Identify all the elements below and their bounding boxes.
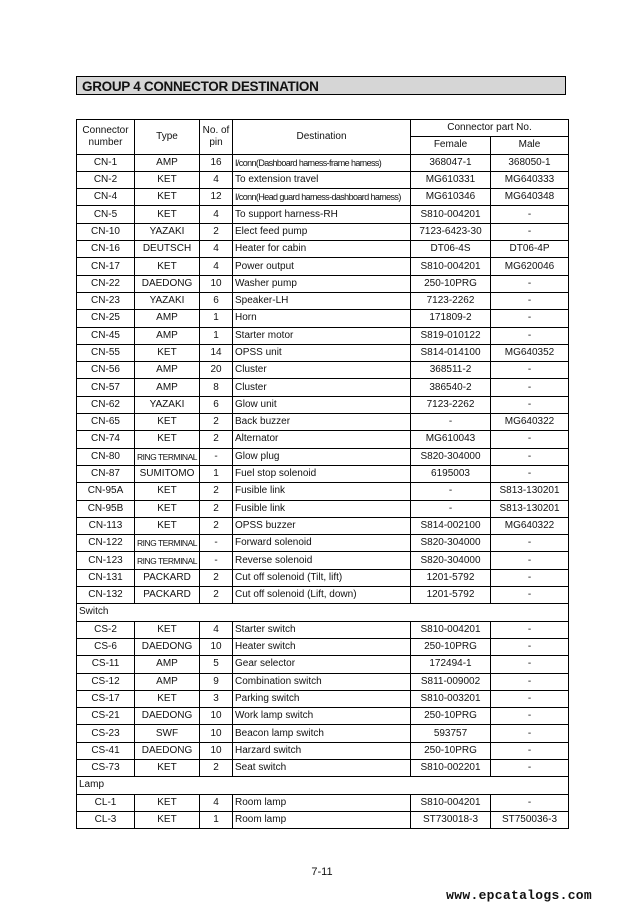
- table-row: [77, 310, 569, 327]
- table-row: [77, 223, 569, 240]
- cell-destination: Glow unit: [233, 396, 411, 413]
- cell-female-part: S810-004201: [411, 206, 491, 223]
- cell-female-part: -: [411, 414, 491, 431]
- cell-destination: To support harness-RH: [233, 206, 411, 223]
- cell-connector-number: CS-21: [77, 708, 135, 725]
- cell-connector-number: CS-41: [77, 742, 135, 759]
- header-part-no: Connector part No.: [411, 120, 569, 137]
- cell-destination: Cluster: [233, 362, 411, 379]
- cell-type: RING TERMINAL: [135, 535, 200, 552]
- cell-pin-count: 10: [200, 725, 233, 742]
- cell-connector-number: CN-123: [77, 552, 135, 569]
- cell-connector-number: CN-22: [77, 275, 135, 292]
- cell-type: DAEDONG: [135, 742, 200, 759]
- cell-pin-count: 6: [200, 396, 233, 413]
- cell-pin-count: 2: [200, 223, 233, 240]
- cell-female-part: -: [411, 483, 491, 500]
- cell-type: KET: [135, 794, 200, 811]
- cell-type: AMP: [135, 379, 200, 396]
- cell-male-part: MG640322: [491, 517, 569, 534]
- section-label: Lamp: [77, 777, 569, 794]
- cell-type: YAZAKI: [135, 223, 200, 240]
- cell-destination: OPSS unit: [233, 344, 411, 361]
- cell-pin-count: 2: [200, 500, 233, 517]
- cell-pin-count: -: [200, 535, 233, 552]
- cell-connector-number: CN-45: [77, 327, 135, 344]
- cell-pin-count: 9: [200, 673, 233, 690]
- cell-pin-count: 4: [200, 171, 233, 188]
- cell-male-part: -: [491, 431, 569, 448]
- cell-connector-number: CN-113: [77, 517, 135, 534]
- cell-female-part: S820-304000: [411, 552, 491, 569]
- table-row: [77, 535, 569, 552]
- cell-pin-count: 10: [200, 275, 233, 292]
- cell-destination: OPSS buzzer: [233, 517, 411, 534]
- cell-connector-number: CS-17: [77, 690, 135, 707]
- cell-female-part: 250-10PRG: [411, 742, 491, 759]
- cell-male-part: -: [491, 448, 569, 465]
- table-row: [77, 638, 569, 655]
- cell-female-part: 250-10PRG: [411, 638, 491, 655]
- cell-destination: Heater switch: [233, 638, 411, 655]
- cell-destination: Cluster: [233, 379, 411, 396]
- cell-type: DAEDONG: [135, 275, 200, 292]
- page-number: 7-11: [311, 866, 333, 878]
- section-row: [77, 777, 569, 794]
- cell-type: PACKARD: [135, 569, 200, 586]
- cell-connector-number: CS-11: [77, 656, 135, 673]
- cell-female-part: MG610346: [411, 189, 491, 206]
- cell-female-part: S811-009002: [411, 673, 491, 690]
- cell-destination: Beacon lamp switch: [233, 725, 411, 742]
- cell-pin-count: 2: [200, 414, 233, 431]
- table-row: [77, 794, 569, 811]
- cell-pin-count: 10: [200, 742, 233, 759]
- cell-destination: Alternator: [233, 431, 411, 448]
- cell-connector-number: CN-80: [77, 448, 135, 465]
- cell-type: RING TERMINAL: [135, 552, 200, 569]
- table-row: [77, 759, 569, 776]
- cell-destination: I/conn(Head guard harness-dashboard harness): [233, 189, 411, 206]
- cell-female-part: S814-014100: [411, 344, 491, 361]
- cell-female-part: MG610043: [411, 431, 491, 448]
- cell-destination: Washer pump: [233, 275, 411, 292]
- cell-female-part: S810-004201: [411, 621, 491, 638]
- cell-pin-count: 4: [200, 206, 233, 223]
- cell-type: AMP: [135, 154, 200, 171]
- cell-connector-number: CN-131: [77, 569, 135, 586]
- cell-connector-number: CN-95A: [77, 483, 135, 500]
- cell-male-part: -: [491, 742, 569, 759]
- cell-type: KET: [135, 500, 200, 517]
- cell-pin-count: 2: [200, 759, 233, 776]
- cell-connector-number: CS-2: [77, 621, 135, 638]
- cell-connector-number: CL-1: [77, 794, 135, 811]
- cell-female-part: S810-004201: [411, 794, 491, 811]
- cell-female-part: S819-010122: [411, 327, 491, 344]
- cell-male-part: -: [491, 535, 569, 552]
- cell-type: KET: [135, 431, 200, 448]
- cell-female-part: 7123-2262: [411, 396, 491, 413]
- cell-destination: Cut off solenoid (Lift, down): [233, 587, 411, 604]
- cell-type: SWF: [135, 725, 200, 742]
- cell-type: KET: [135, 483, 200, 500]
- cell-female-part: S820-304000: [411, 448, 491, 465]
- cell-pin-count: 4: [200, 621, 233, 638]
- cell-pin-count: 10: [200, 708, 233, 725]
- cell-connector-number: CS-23: [77, 725, 135, 742]
- cell-male-part: -: [491, 708, 569, 725]
- cell-male-part: -: [491, 690, 569, 707]
- header-no-of-pin: No. of pin: [200, 120, 233, 155]
- cell-male-part: -: [491, 223, 569, 240]
- cell-male-part: MG640333: [491, 171, 569, 188]
- cell-male-part: MG640352: [491, 344, 569, 361]
- header-type: Type: [135, 120, 200, 155]
- table-row: [77, 517, 569, 534]
- table-row: [77, 362, 569, 379]
- cell-connector-number: CN-65: [77, 414, 135, 431]
- cell-type: YAZAKI: [135, 396, 200, 413]
- table-row: [77, 241, 569, 258]
- cell-type: RING TERMINAL: [135, 448, 200, 465]
- table-row: [77, 621, 569, 638]
- cell-pin-count: 10: [200, 638, 233, 655]
- cell-female-part: 1201-5792: [411, 587, 491, 604]
- page-title: GROUP 4 CONNECTOR DESTINATION: [76, 76, 566, 95]
- cell-female-part: S810-004201: [411, 258, 491, 275]
- table-row: [77, 379, 569, 396]
- cell-destination: Horn: [233, 310, 411, 327]
- cell-destination: Starter switch: [233, 621, 411, 638]
- cell-male-part: -: [491, 292, 569, 309]
- cell-destination: Speaker-LH: [233, 292, 411, 309]
- table-row: [77, 448, 569, 465]
- cell-pin-count: 2: [200, 587, 233, 604]
- cell-female-part: 386540-2: [411, 379, 491, 396]
- cell-male-part: -: [491, 275, 569, 292]
- cell-destination: Heater for cabin: [233, 241, 411, 258]
- cell-type: KET: [135, 759, 200, 776]
- cell-type: DAEDONG: [135, 638, 200, 655]
- table-row: [77, 811, 569, 828]
- cell-pin-count: 5: [200, 656, 233, 673]
- cell-female-part: 593757: [411, 725, 491, 742]
- cell-pin-count: 12: [200, 189, 233, 206]
- cell-female-part: S810-002201: [411, 759, 491, 776]
- cell-connector-number: CN-132: [77, 587, 135, 604]
- cell-male-part: S813-130201: [491, 500, 569, 517]
- cell-connector-number: CN-10: [77, 223, 135, 240]
- header-male: Male: [491, 137, 569, 154]
- cell-connector-number: CN-25: [77, 310, 135, 327]
- cell-female-part: MG610331: [411, 171, 491, 188]
- header-destination: Destination: [233, 120, 411, 155]
- cell-destination: Power output: [233, 258, 411, 275]
- cell-type: KET: [135, 189, 200, 206]
- cell-connector-number: CN-1: [77, 154, 135, 171]
- cell-destination: Parking switch: [233, 690, 411, 707]
- table-body: [77, 154, 569, 829]
- cell-type: KET: [135, 414, 200, 431]
- cell-destination: Fusible link: [233, 500, 411, 517]
- cell-destination: Fuel stop solenoid: [233, 465, 411, 482]
- cell-destination: Forward solenoid: [233, 535, 411, 552]
- cell-connector-number: CS-6: [77, 638, 135, 655]
- cell-pin-count: 2: [200, 483, 233, 500]
- cell-pin-count: 16: [200, 154, 233, 171]
- cell-destination: I/conn(Dashboard harness-frame harness): [233, 154, 411, 171]
- cell-female-part: 171809-2: [411, 310, 491, 327]
- cell-male-part: MG640322: [491, 414, 569, 431]
- cell-connector-number: CN-87: [77, 465, 135, 482]
- cell-connector-number: CN-56: [77, 362, 135, 379]
- cell-destination: To extension travel: [233, 171, 411, 188]
- cell-pin-count: 2: [200, 517, 233, 534]
- cell-female-part: 7123-2262: [411, 292, 491, 309]
- cell-type: AMP: [135, 673, 200, 690]
- cell-male-part: -: [491, 759, 569, 776]
- cell-connector-number: CN-57: [77, 379, 135, 396]
- cell-type: KET: [135, 811, 200, 828]
- section-label: Switch: [77, 604, 569, 621]
- cell-connector-number: CN-4: [77, 189, 135, 206]
- cell-connector-number: CN-74: [77, 431, 135, 448]
- cell-connector-number: CN-16: [77, 241, 135, 258]
- cell-type: AMP: [135, 362, 200, 379]
- cell-destination: Cut off solenoid (Tilt, lift): [233, 569, 411, 586]
- cell-connector-number: CN-62: [77, 396, 135, 413]
- cell-destination: Reverse solenoid: [233, 552, 411, 569]
- cell-female-part: -: [411, 500, 491, 517]
- cell-type: KET: [135, 517, 200, 534]
- table-row: [77, 396, 569, 413]
- table-row: [77, 465, 569, 482]
- cell-type: KET: [135, 171, 200, 188]
- table-row: [77, 292, 569, 309]
- cell-connector-number: CN-95B: [77, 500, 135, 517]
- cell-destination: Back buzzer: [233, 414, 411, 431]
- cell-male-part: -: [491, 552, 569, 569]
- table-row: [77, 725, 569, 742]
- table-row: [77, 431, 569, 448]
- cell-female-part: 172494-1: [411, 656, 491, 673]
- cell-pin-count: 4: [200, 241, 233, 258]
- table-row: [77, 154, 569, 171]
- table-row: [77, 690, 569, 707]
- cell-pin-count: 2: [200, 569, 233, 586]
- cell-male-part: S813-130201: [491, 483, 569, 500]
- cell-destination: Gear selector: [233, 656, 411, 673]
- cell-destination: Starter motor: [233, 327, 411, 344]
- table-row: [77, 656, 569, 673]
- cell-male-part: -: [491, 310, 569, 327]
- cell-male-part: -: [491, 638, 569, 655]
- table-row: [77, 171, 569, 188]
- cell-connector-number: CS-12: [77, 673, 135, 690]
- cell-female-part: DT06-4S: [411, 241, 491, 258]
- cell-type: DEUTSCH: [135, 241, 200, 258]
- cell-pin-count: 2: [200, 431, 233, 448]
- cell-female-part: 250-10PRG: [411, 275, 491, 292]
- cell-destination: Room lamp: [233, 794, 411, 811]
- cell-male-part: DT06-4P: [491, 241, 569, 258]
- cell-male-part: -: [491, 327, 569, 344]
- cell-female-part: S810-003201: [411, 690, 491, 707]
- cell-type: KET: [135, 258, 200, 275]
- table-row: [77, 742, 569, 759]
- cell-type: SUMITOMO: [135, 465, 200, 482]
- cell-pin-count: 3: [200, 690, 233, 707]
- cell-male-part: -: [491, 362, 569, 379]
- header-connector-number: Connector number: [77, 120, 135, 155]
- cell-type: KET: [135, 206, 200, 223]
- cell-pin-count: -: [200, 448, 233, 465]
- cell-female-part: 368511-2: [411, 362, 491, 379]
- cell-male-part: -: [491, 569, 569, 586]
- cell-male-part: -: [491, 465, 569, 482]
- table-row: [77, 500, 569, 517]
- table-row: [77, 708, 569, 725]
- cell-female-part: S814-002100: [411, 517, 491, 534]
- cell-male-part: MG620046: [491, 258, 569, 275]
- cell-pin-count: 20: [200, 362, 233, 379]
- cell-type: AMP: [135, 327, 200, 344]
- cell-male-part: -: [491, 621, 569, 638]
- cell-pin-count: 6: [200, 292, 233, 309]
- cell-male-part: -: [491, 673, 569, 690]
- table-row: [77, 258, 569, 275]
- cell-connector-number: CN-2: [77, 171, 135, 188]
- cell-type: KET: [135, 690, 200, 707]
- cell-connector-number: CN-122: [77, 535, 135, 552]
- cell-male-part: -: [491, 725, 569, 742]
- cell-type: YAZAKI: [135, 292, 200, 309]
- table-row: [77, 206, 569, 223]
- cell-destination: Harzard switch: [233, 742, 411, 759]
- cell-pin-count: -: [200, 552, 233, 569]
- cell-connector-number: CN-17: [77, 258, 135, 275]
- cell-pin-count: 1: [200, 465, 233, 482]
- cell-connector-number: CN-55: [77, 344, 135, 361]
- section-row: [77, 604, 569, 621]
- table-row: [77, 569, 569, 586]
- cell-type: DAEDONG: [135, 708, 200, 725]
- cell-pin-count: 1: [200, 310, 233, 327]
- watermark-url: www.epcatalogs.com: [446, 888, 592, 903]
- cell-male-part: -: [491, 794, 569, 811]
- cell-male-part: ST750036-3: [491, 811, 569, 828]
- cell-destination: Work lamp switch: [233, 708, 411, 725]
- cell-male-part: 368050-1: [491, 154, 569, 171]
- cell-female-part: 250-10PRG: [411, 708, 491, 725]
- cell-destination: Glow plug: [233, 448, 411, 465]
- cell-pin-count: 4: [200, 794, 233, 811]
- table-row: [77, 483, 569, 500]
- cell-type: AMP: [135, 310, 200, 327]
- cell-male-part: -: [491, 656, 569, 673]
- table-row: [77, 327, 569, 344]
- table-row: [77, 189, 569, 206]
- cell-connector-number: CS-73: [77, 759, 135, 776]
- table-row: [77, 587, 569, 604]
- cell-type: AMP: [135, 656, 200, 673]
- cell-destination: Seat switch: [233, 759, 411, 776]
- cell-pin-count: 4: [200, 258, 233, 275]
- cell-pin-count: 1: [200, 327, 233, 344]
- cell-male-part: -: [491, 379, 569, 396]
- cell-destination: Room lamp: [233, 811, 411, 828]
- cell-male-part: -: [491, 206, 569, 223]
- table-row: [77, 275, 569, 292]
- cell-connector-number: CL-3: [77, 811, 135, 828]
- cell-female-part: ST730018-3: [411, 811, 491, 828]
- cell-male-part: -: [491, 396, 569, 413]
- cell-female-part: 6195003: [411, 465, 491, 482]
- cell-pin-count: 1: [200, 811, 233, 828]
- cell-destination: Fusible link: [233, 483, 411, 500]
- cell-type: KET: [135, 621, 200, 638]
- cell-pin-count: 14: [200, 344, 233, 361]
- table-row: [77, 344, 569, 361]
- cell-female-part: 1201-5792: [411, 569, 491, 586]
- table-row: [77, 673, 569, 690]
- header-female: Female: [411, 137, 491, 154]
- cell-type: PACKARD: [135, 587, 200, 604]
- cell-connector-number: CN-23: [77, 292, 135, 309]
- cell-destination: Elect feed pump: [233, 223, 411, 240]
- table-row: [77, 552, 569, 569]
- cell-female-part: 7123-6423-30: [411, 223, 491, 240]
- cell-female-part: 368047-1: [411, 154, 491, 171]
- cell-female-part: S820-304000: [411, 535, 491, 552]
- cell-pin-count: 8: [200, 379, 233, 396]
- cell-destination: Combination switch: [233, 673, 411, 690]
- cell-connector-number: CN-5: [77, 206, 135, 223]
- cell-male-part: MG640348: [491, 189, 569, 206]
- cell-type: KET: [135, 344, 200, 361]
- connector-table: [76, 119, 569, 829]
- table-row: [77, 414, 569, 431]
- cell-male-part: -: [491, 587, 569, 604]
